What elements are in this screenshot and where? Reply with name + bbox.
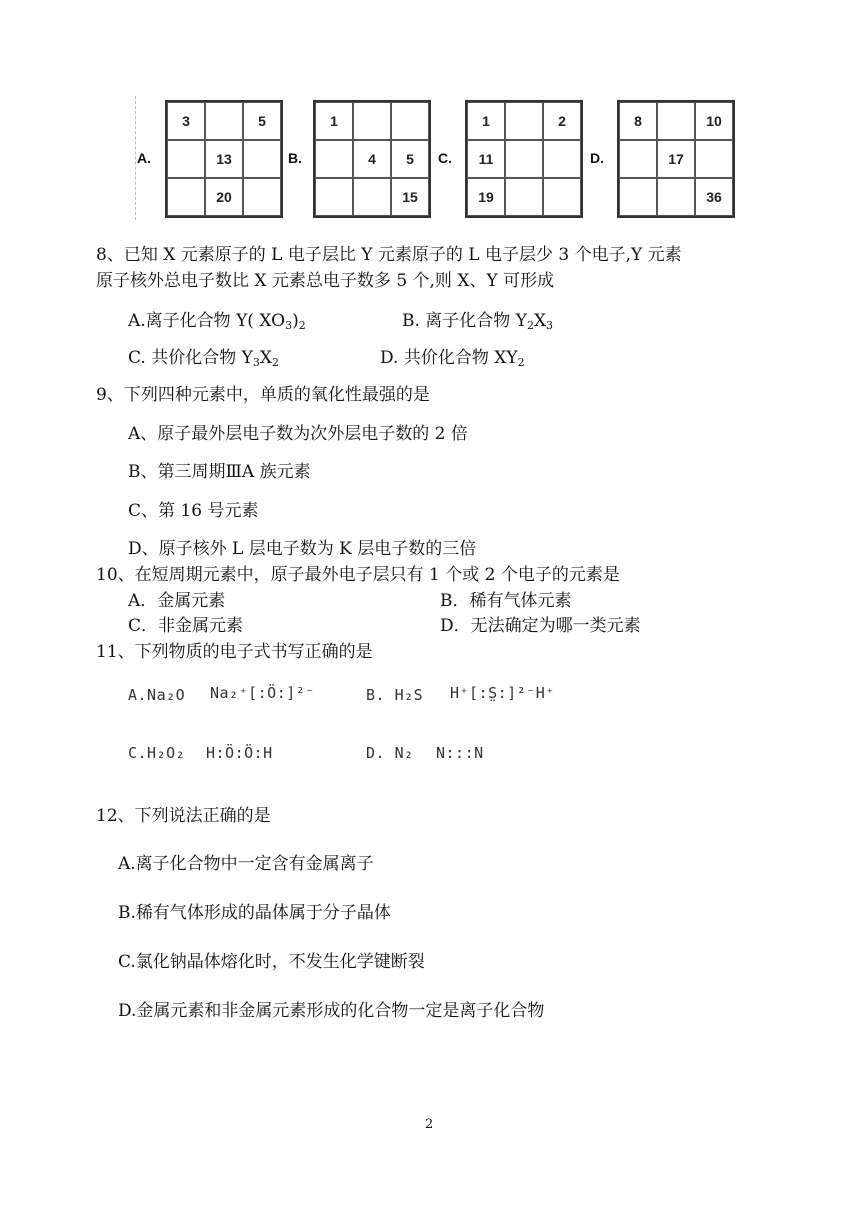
grid-cell [695, 140, 733, 178]
q8-option-a-tail: ) [292, 311, 299, 331]
q8-option-c-mid: X [259, 348, 272, 368]
q11-option-c-label[interactable]: C.H₂O₂ [128, 744, 186, 762]
q8-option-b-text: B. 离子化合物 Y [402, 311, 527, 331]
grid-cell [353, 102, 391, 140]
grid-cell: 13 [205, 140, 243, 178]
q10-option-c[interactable]: C．非金属元素 [128, 616, 244, 636]
q8-option-d-text: D. 共价化合物 XY [380, 348, 518, 368]
grid-cell [505, 178, 543, 216]
grid-cell [543, 178, 581, 216]
q9-option-b[interactable]: B、第三周期ⅢA 族元素 [128, 462, 311, 482]
q9-stem: 9、下列四种元素中，单质的氧化性最强的是 [96, 385, 430, 405]
q11-option-b-label[interactable]: B. H₂S [366, 686, 424, 704]
grid-cell [315, 178, 353, 216]
grid-letter: A. [137, 150, 151, 166]
q9-option-d[interactable]: D、原子核外 L 层电子数为 K 层电子数的三倍 [128, 539, 477, 559]
grid-cell [543, 140, 581, 178]
grid-cell: 10 [695, 102, 733, 140]
grid-cell [205, 102, 243, 140]
q8-option-c[interactable] [128, 345, 279, 376]
grid-cell: 8 [619, 102, 657, 140]
q11-option-b-formula: H⁺[:S̤:]²⁻H⁺ [450, 684, 555, 702]
grid-cell: 3 [167, 102, 205, 140]
grid-letter: B. [288, 150, 302, 166]
grid-cell: 20 [205, 178, 243, 216]
q11-option-a-label[interactable]: A.Na₂O [128, 686, 186, 704]
subscript: 2 [271, 356, 279, 369]
grid-cell [619, 140, 657, 178]
q11-option-a-formula: Na₂⁺[:Ö:]²⁻ [210, 684, 315, 702]
grid-cell [505, 102, 543, 140]
page-number: 2 [425, 1117, 434, 1132]
subscript: 3 [285, 319, 293, 332]
scan-noise [135, 96, 136, 220]
q8-stem-line2: 原子核外总电子数比 X 元素总电子数多 5 个,则 X、Y 可形成 [96, 271, 555, 291]
grid-cell: 1 [467, 102, 505, 140]
q11-option-d-label[interactable]: D. N₂ [366, 744, 414, 762]
q8-option-a-text: A.离子化合物 Y( XO [128, 311, 286, 331]
q8-option-a[interactable] [128, 308, 306, 339]
grid-cell [391, 102, 429, 140]
grid-cell: 5 [243, 102, 281, 140]
grid-cell [619, 178, 657, 216]
q11-stem: 11、下列物质的电子式书写正确的是 [96, 642, 373, 662]
q8-option-b[interactable] [402, 308, 553, 339]
grid-cell [353, 178, 391, 216]
grid-cell: 19 [467, 178, 505, 216]
grid-cell: 36 [695, 178, 733, 216]
grid-cell: 5 [391, 140, 429, 178]
grid-cell [657, 102, 695, 140]
q12-option-c[interactable]: C.氯化钠晶体熔化时，不发生化学键断裂 [118, 952, 425, 972]
grid-table [313, 100, 431, 218]
q8-stem-line1: 8、已知 X 元素原子的 L 电子层比 Y 元素原子的 L 电子层少 3 个电子,Y 元素 [96, 245, 682, 265]
grid-cell [315, 140, 353, 178]
grid-cell: 4 [353, 140, 391, 178]
q9-option-a[interactable]: A、原子最外层电子数为次外层电子数的 2 倍 [128, 424, 468, 444]
grid-cell [167, 140, 205, 178]
q9-option-c[interactable]: C、第 16 号元素 [128, 501, 259, 521]
q11-option-c-formula: H:Ö:Ö:H [206, 744, 273, 762]
grid-table [165, 100, 283, 218]
q12-option-d[interactable]: D.金属元素和非金属元素形成的化合物一定是离子化合物 [118, 1001, 545, 1021]
grid-table [617, 100, 735, 218]
q10-option-d[interactable]: D．无法确定为哪一类元素 [440, 616, 641, 636]
grid-cell: 1 [315, 102, 353, 140]
grid-letter: D. [590, 150, 604, 166]
subscript: 3 [546, 319, 554, 332]
q11-option-d-formula: N:::N [436, 744, 484, 762]
grid-cell [167, 178, 205, 216]
q12-option-a[interactable]: A.离子化合物中一定含有金属离子 [118, 854, 374, 874]
grid-table [465, 100, 583, 218]
q10-stem: 10、在短周期元素中，原子最外电子层只有 1 个或 2 个电子的元素是 [96, 565, 620, 585]
q10-option-b[interactable]: B．稀有气体元素 [440, 591, 572, 611]
subscript: 3 [252, 356, 260, 369]
periodic-grid-figure [135, 96, 740, 220]
subscript: 2 [298, 319, 306, 332]
grid-cell [505, 140, 543, 178]
grid-letter: C. [438, 150, 452, 166]
grid-cell: 15 [391, 178, 429, 216]
subscript: 2 [526, 319, 534, 332]
q8-option-b-mid: X [533, 311, 547, 331]
subscript: 2 [517, 356, 525, 369]
q12-stem: 12、下列说法正确的是 [96, 806, 271, 826]
grid-cell [657, 178, 695, 216]
grid-cell [243, 140, 281, 178]
grid-cell: 11 [467, 140, 505, 178]
q8-option-d[interactable] [380, 345, 525, 376]
q12-option-b[interactable]: B.稀有气体形成的晶体属于分子晶体 [118, 903, 391, 923]
grid-cell: 17 [657, 140, 695, 178]
q8-option-c-text: C. 共价化合物 Y [128, 348, 253, 368]
grid-cell [243, 178, 281, 216]
q10-option-a[interactable]: A．金属元素 [128, 591, 226, 611]
grid-cell: 2 [543, 102, 581, 140]
